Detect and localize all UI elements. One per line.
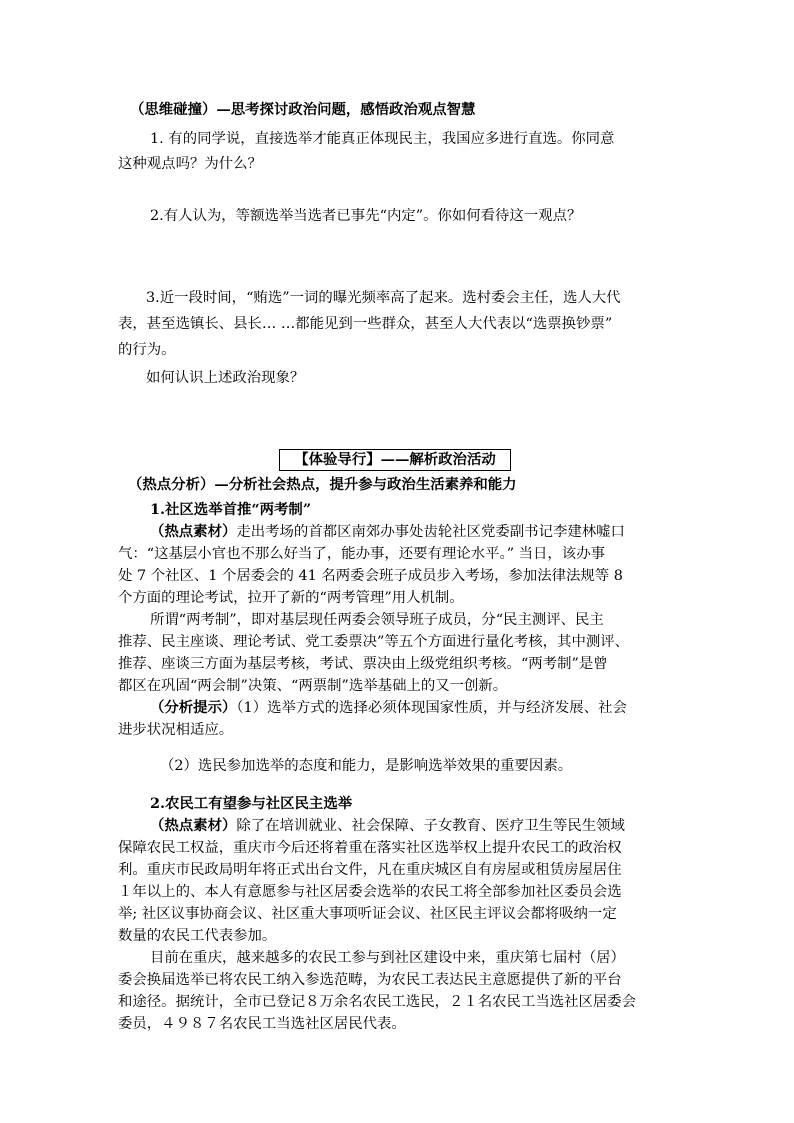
question-1-line-2: 这种观点吗？为什么？ xyxy=(118,156,262,172)
item-2-material-line-6: 数量的农民工代表参加。 xyxy=(118,928,277,944)
question-3-prompt: 如何认识上述政治现象？ xyxy=(146,370,305,386)
item-2-para-2-line-3: 和途径。据统计，全市已登记８万余名农民工选民，２１名农民工当选社区居委会 xyxy=(118,994,637,1010)
item-1-analysis-line-2: 进步状况相适应。 xyxy=(118,722,234,738)
item-1-material-line-2: 气：“这基层小官也不那么好当了，能办事，还要有理论水平。” 当日，该办事 xyxy=(118,546,605,562)
question-2: 2.有人认为，等额选举当选者已事先“内定”。你如何看待这一观点？ xyxy=(150,208,582,224)
question-3-line-1: 3.近一段时间，“贿选”一词的曝光频率高了起来。选村委会主任，选人大代 xyxy=(146,290,621,306)
item-1-para-2-line-2: 推荐、民主座谈、理论考试、党工委票决”等五个方面进行量化考核，其中测评、 xyxy=(118,634,630,650)
material-label: （热点素材） xyxy=(150,817,237,834)
item-2-para-2-line-2: 委会换届选举已将农民工纳入参选范畴，为农民工表达民主意愿提供了新的平台 xyxy=(118,972,622,988)
material-text: 除了在培训就业、社会保障、子女教育、医疗卫生等民生领域 xyxy=(236,818,625,834)
item-1-material-line-4: 个方面的理论考试，拉开了新的“两考管理”用人机制。 xyxy=(118,590,464,606)
material-text: 走出考场的首都区南郊办事处齿轮社区党委副书记李建林嘘口 xyxy=(236,524,625,540)
section-title-experience: 【体验导行】——解析政治活动 xyxy=(279,449,511,471)
item-2-heading: 2.农民工有望参与社区民主选举 xyxy=(150,795,353,812)
item-2-material-line-3: 利。重庆市民政局明年将正式出台文件，凡在重庆城区自有房屋或租赁房屋居住 xyxy=(118,862,622,878)
item-1-heading: 1.社区选举首推“两考制” xyxy=(150,501,312,518)
item-2-material-line-5: 举; 社区议事协商会议、社区重大事项听证会议、社区民主评议会都将吸纳一定 xyxy=(118,906,617,922)
item-1-para-2-line-3: 推荐、座谈三方面为基层考核，考试、票决由上级党组织考核。“两考制”是曾 xyxy=(118,656,608,672)
item-2-material-line-2: 保障农民工权益，重庆市今后还将着重在落实社区选举权上提升农民工的政治权 xyxy=(118,840,622,856)
question-3-line-2: 表，甚至选镇长、县长… …都能见到一些群众，甚至人大代表以“选票换钞票” xyxy=(118,316,613,332)
analysis-label: （分析提示） xyxy=(150,699,237,716)
item-1-para-2-line-1: 所谓“两考制”，即对基层现任两委会领导班子成员，分“民主测评、民主 xyxy=(150,612,604,628)
section-heading-thinking: （思维碰撞）—思考探讨政治问题，感悟政治观点智慧 xyxy=(130,101,476,118)
item-2-para-2-line-4: 委员，４９８７名农民工当选社区居民代表。 xyxy=(118,1016,406,1032)
item-2-material-line-4: １年以上的、本人有意愿参与社区居委会选举的农民工将全部参加社区委员会选 xyxy=(118,884,622,900)
analysis-text: （1）选举方式的选择必须体现国家性质，并与经济发展、社会 xyxy=(236,700,627,716)
item-1-material-line-3: 处 7 个社区、1 个居委会的 41 名两委会班子成员步入考场，参加法律法规等 8 xyxy=(118,568,623,584)
item-2-material-line-1 xyxy=(150,816,625,836)
item-1-analysis-point-2: （2）选民参加选举的态度和能力，是影响选举效果的重要因素。 xyxy=(160,758,573,774)
section-subheading-hotspot: （热点分析）—分析社会热点，提升参与政治生活素养和能力 xyxy=(128,476,517,493)
item-1-analysis-line-1 xyxy=(150,698,627,718)
item-2-para-2-line-1: 目前在重庆，越来越多的农民工参与到社区建设中来，重庆第七届村（居） xyxy=(150,950,625,966)
material-label: （热点素材） xyxy=(150,523,237,540)
item-1-para-2-line-4: 都区在巩固“两会制”决策、“两票制”选举基础上的又一创新。 xyxy=(118,678,508,694)
question-3-line-3: 的行为。 xyxy=(118,342,176,358)
item-1-material-line-1 xyxy=(150,522,625,542)
question-1-line-1: 1. 有的同学说，直接选举才能真正体现民主，我国应多进行直选。你同意 xyxy=(150,131,615,147)
